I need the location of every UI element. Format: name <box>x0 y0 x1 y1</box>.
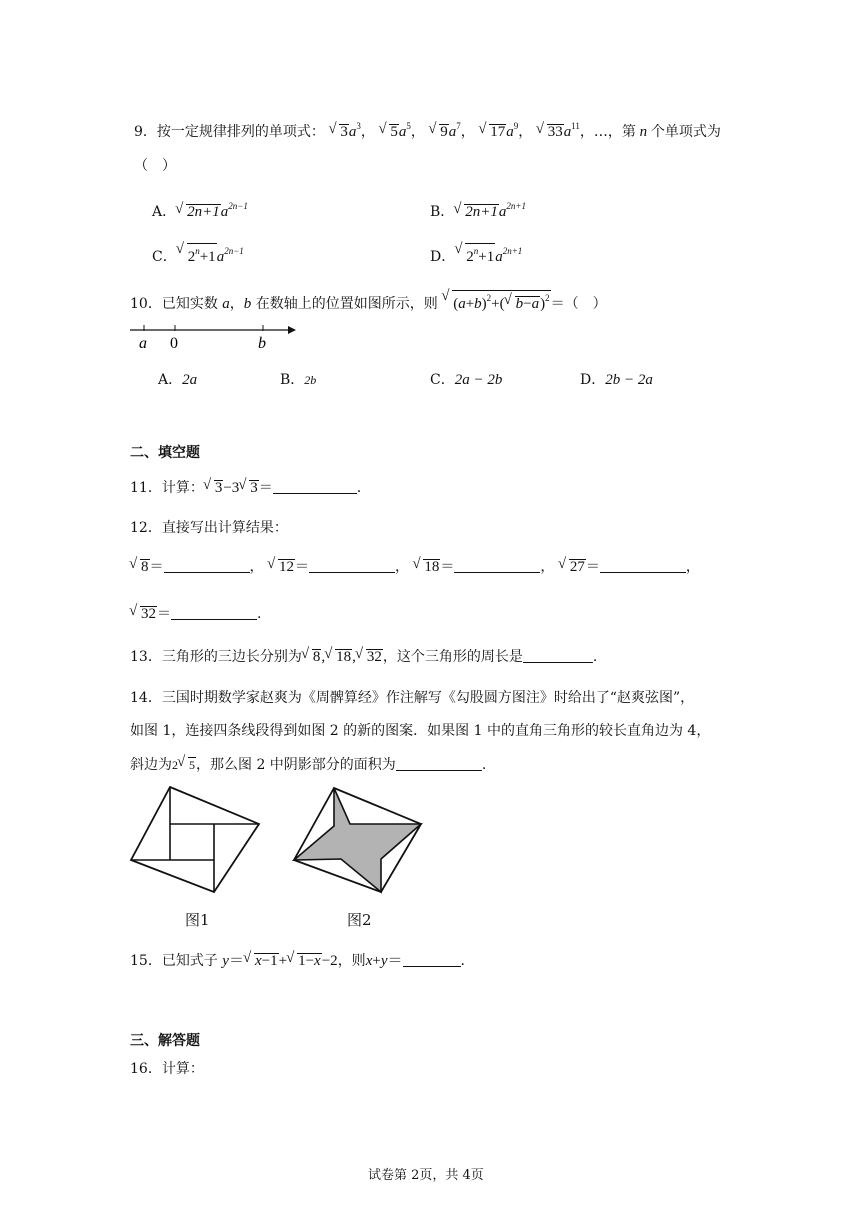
q12-blank-3[interactable] <box>454 558 540 573</box>
q9-option-a[interactable]: A．√ $2n+1a^{2n-1}$ <box>152 197 248 221</box>
figure-1 <box>125 784 270 896</box>
axis-label-a: a <box>139 335 147 352</box>
q15-answer-blank[interactable] <box>403 952 461 967</box>
q16-label: 16．计算： <box>130 1061 204 1077</box>
page-footer: 试卷第 2页，共 4页 <box>368 1168 484 1183</box>
section-3-heading: 三、解答题 <box>130 1033 200 1049</box>
figure-2 <box>288 782 428 898</box>
number-line <box>128 318 298 354</box>
q9-stem: 9．按一定规律排列的单项式： √ $3a^3$， √ $5a^5$， √ $9a^7$， √ $17a^9$， √ $33a^{11}$，…，第 n 个单项式为 <box>134 117 721 141</box>
q12-blank-2[interactable] <box>309 558 395 573</box>
q11: 11．计算：√ 3−3√ 3＝ . <box>130 479 361 497</box>
section-2-heading: 二、填空题 <box>130 445 200 461</box>
q9-option-c[interactable]: C．√ $2^n+1a^{2n-1}$ <box>152 242 244 266</box>
axis-label-b: b <box>258 335 266 352</box>
q11-answer-blank[interactable] <box>273 479 357 494</box>
q14-line-1: 14．三国时期数学家赵爽为《周髀算经》作注解写《勾股圆方图注》时给出了“赵爽弦图”， <box>130 690 695 706</box>
q14-answer-blank[interactable] <box>396 756 482 771</box>
q12-label: 12．直接写出计算结果： <box>130 520 288 536</box>
q10-stem: 10．已知实数 a，b 在数轴上的位置如图所示，则 √ $(a+b)^2+(√$ b−a)$^2$＝（ ） <box>130 290 607 313</box>
q12-blank-5[interactable] <box>171 605 257 620</box>
q9-term-2: √ $5a^5$ <box>379 124 411 140</box>
q14-line-3: 斜边为2√ 5，那么图 2 中阴影部分的面积为 . <box>130 756 486 774</box>
figure-1-caption: 图1 <box>185 911 210 929</box>
q14-line-2: 如图 1，连接四条线段得到如图 2 的新的图案．如果图 1 中的直角三角形的较长直角边为 4， <box>130 723 711 739</box>
q10-option-c[interactable]: C．2a − 2b <box>430 372 503 388</box>
q12-blank-1[interactable] <box>164 558 250 573</box>
figure-2-caption: 图2 <box>347 911 372 929</box>
q12-row: √ 8＝ ， √ 12＝ ， √ 18＝ ， √ 27＝ ， <box>130 558 700 576</box>
q12-row-2: √ 32＝ . <box>130 605 261 623</box>
q10-option-d[interactable]: D．2b − 2a <box>580 372 653 388</box>
q9-term-4: √ $17a^9$ <box>479 124 518 140</box>
q9-bracket: （ ） <box>134 158 176 174</box>
shaded-star <box>294 788 421 892</box>
q13: 13．三角形的三边长分别为√ 8,√ 18,√ 32，这个三角形的周长是 . <box>130 648 597 666</box>
q13-answer-blank[interactable] <box>523 648 593 663</box>
axis-label-zero: 0 <box>170 335 178 352</box>
q12-blank-4[interactable] <box>600 558 686 573</box>
q9-term-3: √ $9a^7$ <box>429 124 461 140</box>
q9-term-5: √ $33a^{11}$ <box>537 124 580 140</box>
q9-option-d[interactable]: D．√ $2^n+1a^{2n+1}$ <box>430 242 522 266</box>
q15: 15．已知式子 y＝√ x−1+√ 1−x−2，则x+y＝ . <box>130 952 465 970</box>
q9-term-1: √ $3a^3$ <box>329 124 361 140</box>
q10-option-a[interactable]: A．2a <box>158 372 198 388</box>
q10-option-b[interactable]: B．2b <box>280 372 317 388</box>
q9-option-b[interactable]: B．√ $2n+1a^{2n+1}$ <box>430 197 526 221</box>
